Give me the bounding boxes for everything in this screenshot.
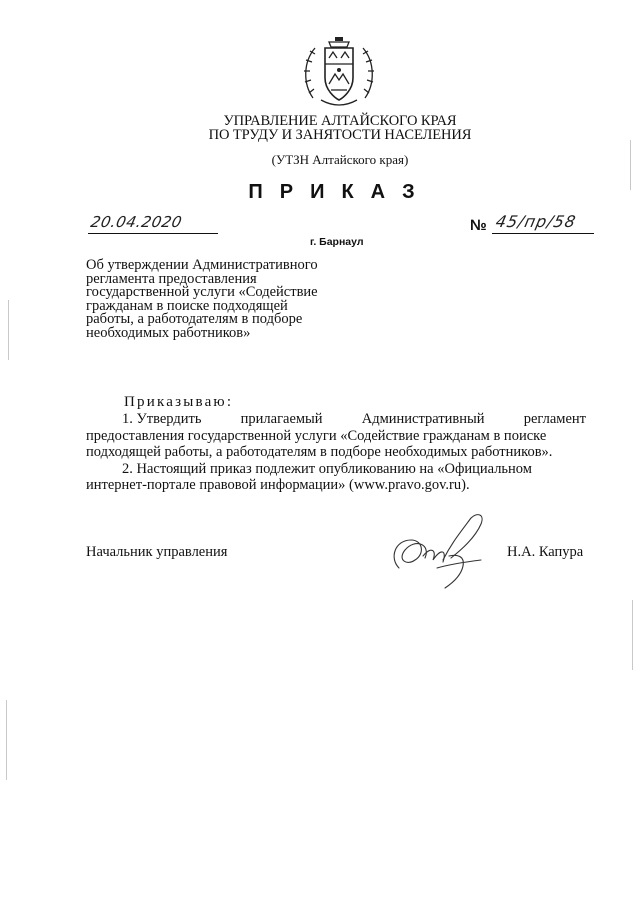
subject-line: необходимых работников» [86,324,251,341]
paragraph-2-line-2: интернет-портале правовой информации» (www.pravo.gov.ru). [86,477,470,493]
subject-line: регламента предоставления [86,270,257,287]
document-type-title: ПРИКАЗ [248,181,432,203]
scan-margin-line [632,600,633,670]
paragraph-1-line-2: предоставления государственной услуги «Содействие гражданам в поиске [86,427,547,444]
scan-margin-line [6,700,7,780]
date-field [88,215,218,234]
org-name-line2: ПО ТРУДУ И ЗАНЯТОСТИ НАСЕЛЕНИЯ [208,127,472,143]
number-label: № [470,217,487,234]
word: регламент [523,411,586,427]
signer-name: Н.А. Капура [507,544,584,560]
number-field [492,212,594,234]
handwritten-number: 45/пр/58 [493,212,579,231]
scan-margin-line [8,300,9,360]
document-body [86,411,586,494]
order-directive: Приказываю: [124,394,234,410]
scan-margin-line [630,140,631,190]
org-short-name: (УТЗН Алтайского края) [271,152,409,167]
word: прилагаемый [240,411,323,427]
handwritten-signature-icon [385,510,495,590]
word: 1. Утвердить [122,411,202,427]
paragraph-1-line-1 [86,411,586,428]
city-label: г. Барнаул [310,236,364,248]
subject-line: государственной услуги «Содействие [86,284,318,301]
paragraph-2-line-1: 2. Настоящий приказ подлежит опубликованию на «Официальном [122,460,532,477]
subject-line: гражданам в поиске подходящей [86,297,288,314]
coat-of-arms-icon [299,34,379,114]
subject-line: Об утверждении Административного [86,257,318,273]
handwritten-date: 20.04.2020 [89,213,184,231]
org-name-line1: УПРАВЛЕНИЕ АЛТАЙСКОГО КРАЯ [223,113,457,129]
subject-line: работы, а работодателям в подборе [86,311,303,328]
paragraph-1-line-3: подходящей работы, а работодателям в подборе необходимых работников». [86,444,553,460]
signer-title: Начальник управления [86,544,228,560]
word: Административный [361,411,485,427]
document-subject [86,259,366,341]
